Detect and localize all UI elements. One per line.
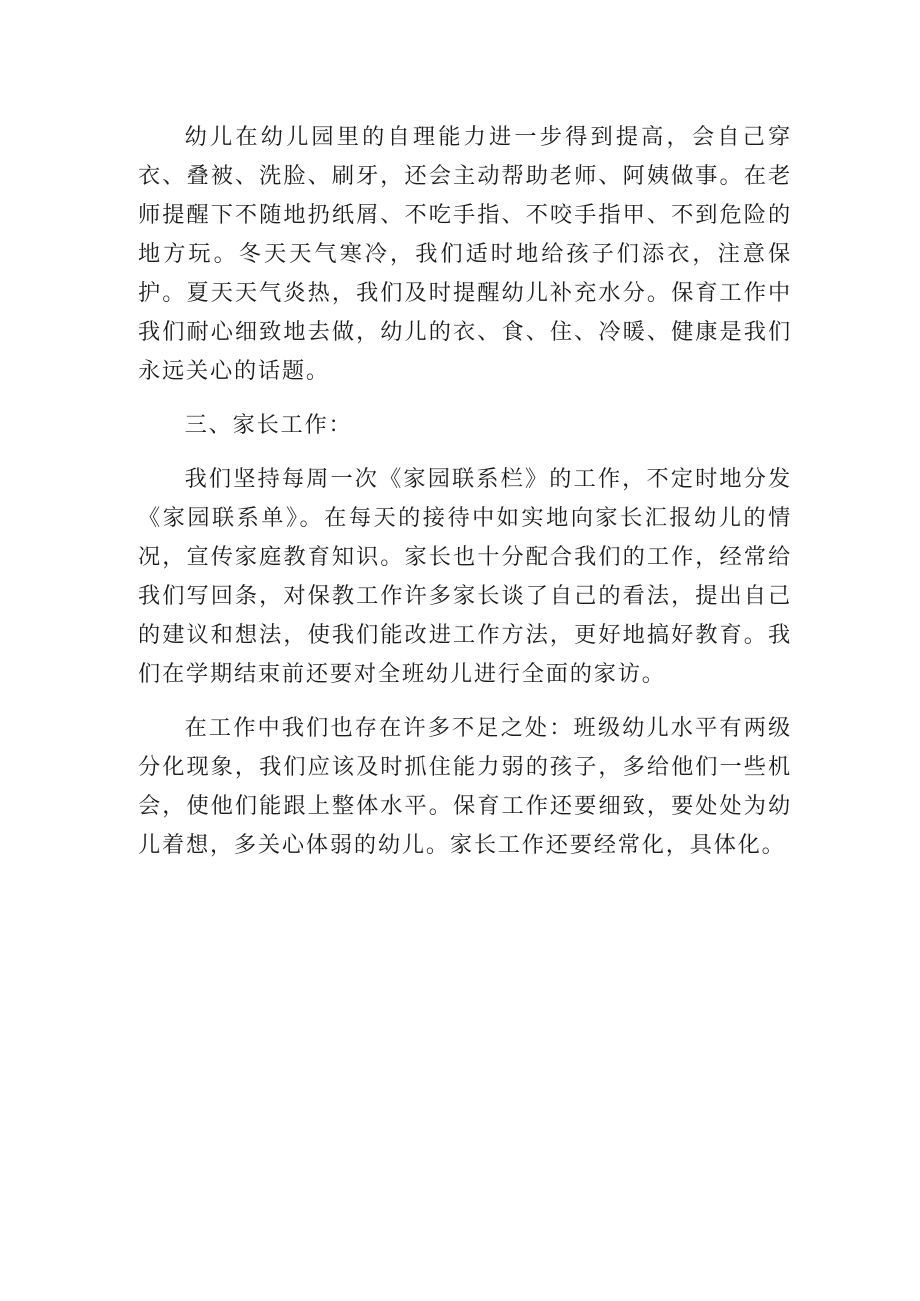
paragraph-self-care: 幼儿在幼儿园里的自理能力进一步得到提高，会自己穿衣、叠被、洗脸、刷牙，还会主动帮助老师、阿姨做事。在老师提醒下不随地扔纸屑、不吃手指、不咬手指甲、不到危险的地方玩。冬天天气寒冷，我们适时地给孩子们添衣，注意保护。夏天天气炎热，我们及时提醒幼儿补充水分。保育工作中我们耐心细致地去做，幼儿的衣、食、住、冷暖、健康是我们永远关心的话题。 <box>138 124 792 384</box>
paragraph-parent-work: 我们坚持每周一次《家园联系栏》的工作，不定时地分发《家园联系单》。在每天的接待中如实地向家长汇报幼儿的情况，宣传家庭教育知识。家长也十分配合我们的工作，经常给我们写回条，对保教工作许多家长谈了自己的看法，提出自己的建议和想法，使我们能改进工作方法，更好地搞好教育。我们在学期结束前还要对全班幼儿进行全面的家访。 <box>138 466 792 687</box>
document-body <box>138 118 792 880</box>
section-heading-parent-work: 三、家长工作： <box>184 412 353 438</box>
paragraph-shortcomings: 在工作中我们也存在许多不足之处：班级幼儿水平有两级分化现象，我们应该及时抓住能力弱的孩子，多给他们一些机会，使他们能跟上整体水平。保育工作还要细致，要处处为幼儿着想，多关心体弱的幼儿。家长工作还要经常化，具体化。 <box>138 715 792 858</box>
